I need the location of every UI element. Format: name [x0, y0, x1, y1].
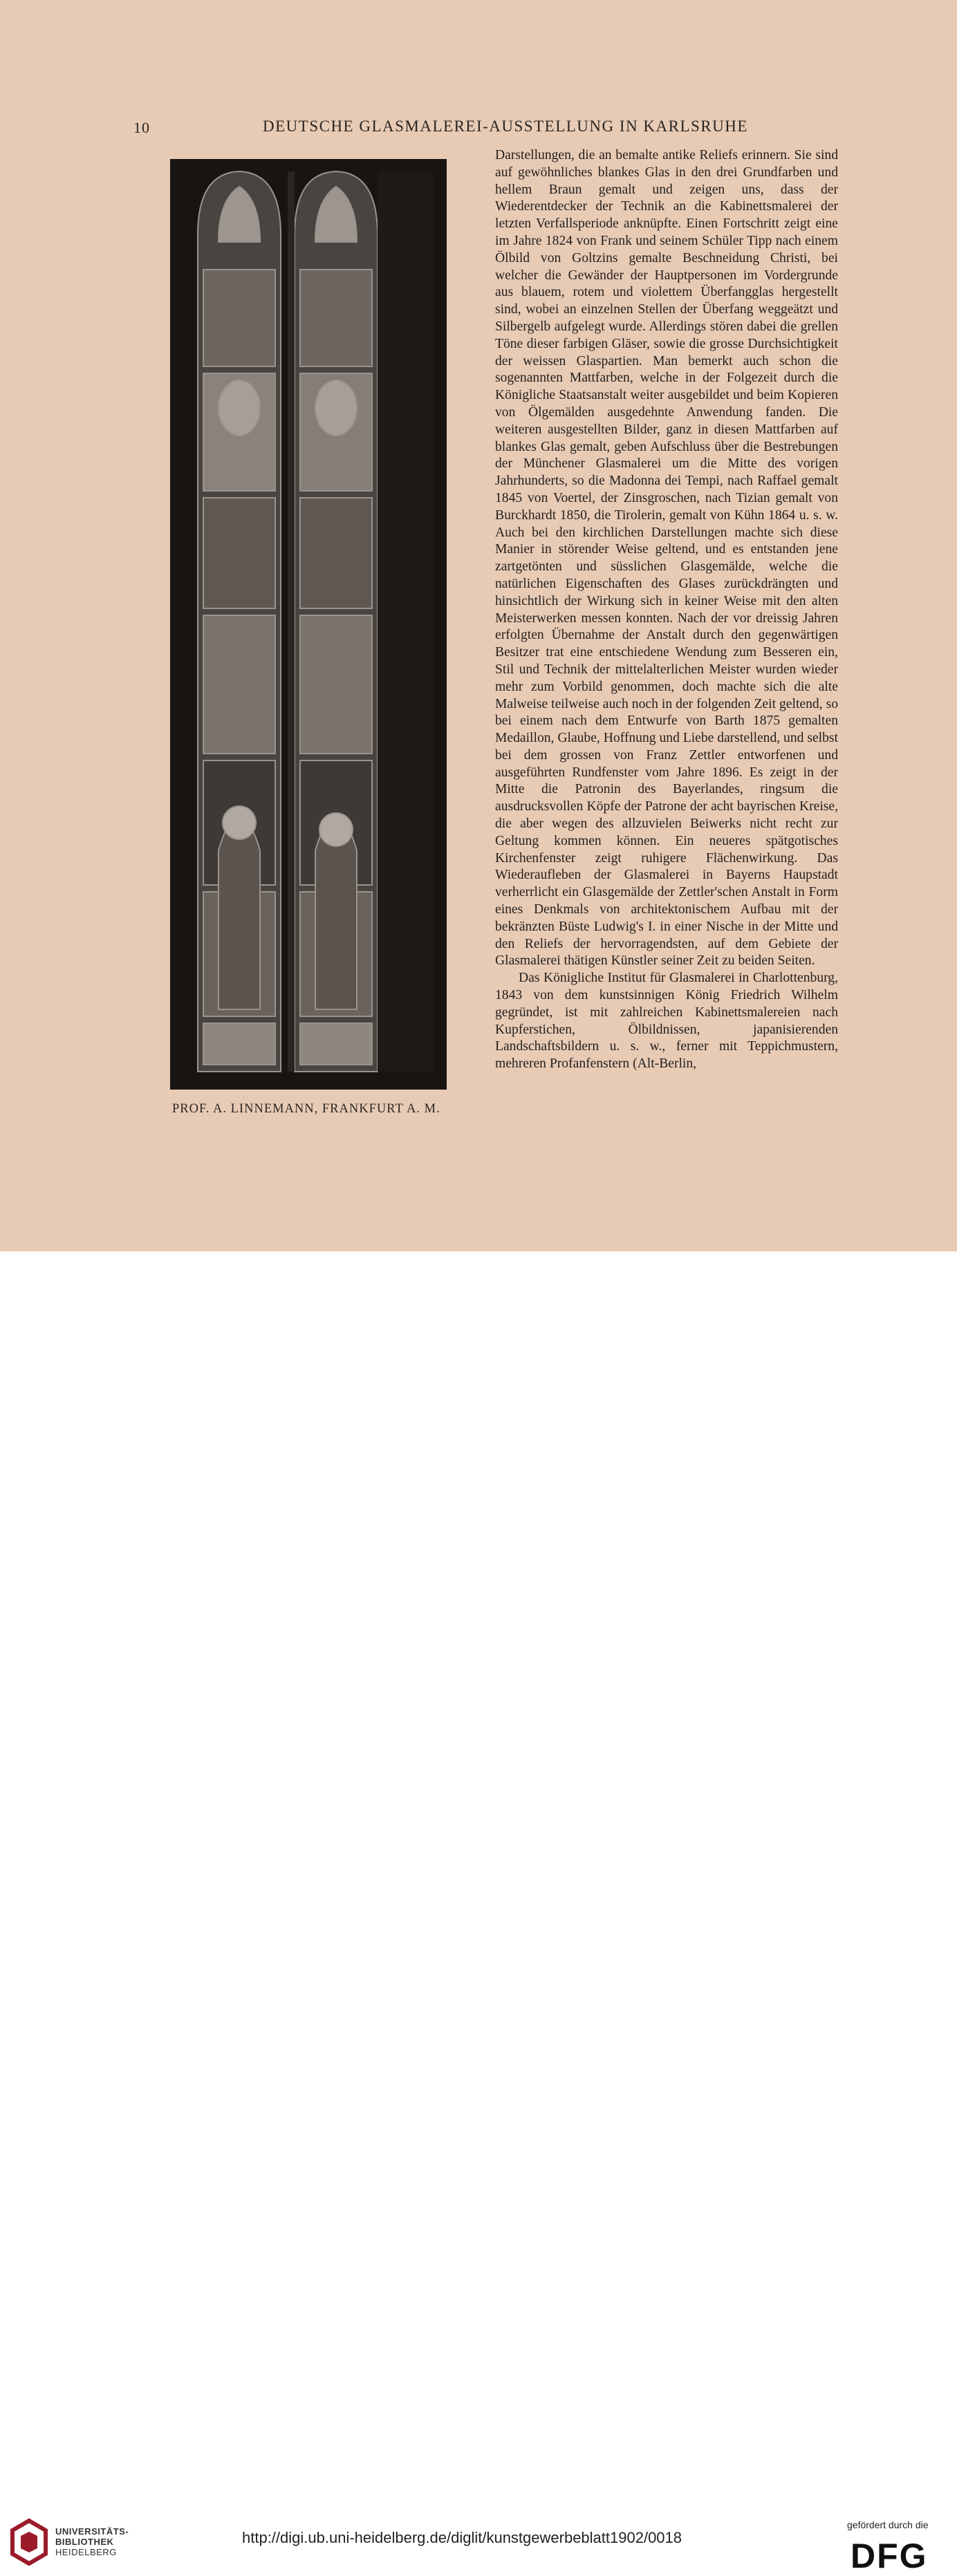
funding-note: gefördert durch die: [847, 2519, 929, 2530]
window-illustration: [170, 159, 447, 1090]
stained-glass-window-image: [170, 159, 447, 1090]
article-paragraph: Darstellungen, die an bemalte antike Reliefs erinnern. Sie sind auf gewöhnliches blankes Glas in den drei Grundfarben und hellem Braun gemalt und zeigen uns, dass der Wiederentdecker der Technik an die Kabinettsmalerei der letzten Verfallsperiode anknüpfte. Einen Fortschritt zeigt eine im Jahre 1824 von Frank und seinem Schüler Tipp nach einem Ölbild von Goltzins gemalte Beschneidung Christi, bei welcher die Gewänder der Hauptpersonen im Vordergrunde aus blauem, rotem und violettem Überfangglas hergestellt sind, wobei an einzelnen Stellen der Überfang weggeätzt und Silbergelb aufgelegt wurde. Allerdings stören dabei die grellen Töne dieser farbigen Gläser, sowie die grosse Durchsichtigkeit der weissen Glaspartien. Man bemerkt auch schon die sogenannten Mattfarben, welche in der Folgezeit durch die Königliche Staatsanstalt weiter ausgebildet und beim Kopieren von Ölgemälden ausgedehnte Anwendung fanden. Die weiteren ausgestellten Bilder, ganz in diesen Mattfarben auf blankes Glas gemalt, geben Aufschluss über die Bestrebungen der Münchener Glasmalerei um die Mitte des vorigen Jahrhunderts, so die Madonna dei Tempi, nach Raffael gemalt 1845 von Voertel, der Zinsgroschen, nach Tizian gemalt von Burckhardt 1850, die Tirolerin, gemalt von Kühn 1864 u. s. w. Auch bei den kirchlichen Darstellungen machte sich diese Manier in störender Weise geltend, und es entstanden jene zartgetönten und süsslichen Glasgemälde, welche die natürlichen Eigenschaften des Glases zurückdrängten und hinsichtlich der Wirkung sich in keiner Weise mit den alten Meisterwerken messen konnten. Nach der vor dreissig Jahren erfolgten Übernahme der Anstalt durch den gegenwärtigen Besitzer trat eine entschiedene Wendung zum Besseren ein, Stil und Technik der mittelalterlichen Meister wurden wieder mehr zum Vorbild genommen, doch machte sich die alte Malweise teilweise auch noch in der folgenden Zeit geltend, so bei einem nach dem Entwurfe von Barth 1875 gemalten Medaillon, Glaube, Hoffnung und Liebe darstellend, und selbst bei dem grossen von Franz Zettler entworfenen und ausgeführten Rundfenster vom Jahre 1896. Es zeigt in der Mitte die Patronin des Bayerlandes, ringsum die ausdrucksvollen Köpfe der Patrone der acht bayrischen Kreise, die aber wegen des allzuvielen Beiwerks nicht recht zur Geltung kommen können. Ein neueres spätgotisches Kirchenfenster zeigt ruhigere Flächenwirkung. Das Wiederaufleben der Glasmalerei in Bayerns Haupstadt verherrlicht ein Glasgemälde der Zettler'schen Anstalt in Form eines Denkmals von architektonischem Aufbau mit der bekränzten Büste Ludwig's I. in einer Nische in der Mitte und den Reliefs der hervorragendsten, auf dem Gebiete der Glasmalerei thätigen Künstler seiner Zeit zu beiden Seiten.: [495, 148, 838, 969]
library-name-line: HEIDELBERG: [55, 2547, 117, 2557]
library-name-line: UNIVERSITÄTS-: [55, 2526, 129, 2537]
dfg-logo: DFG: [851, 2537, 928, 2575]
right-lancet: [295, 171, 378, 1072]
page-number: 10: [133, 119, 150, 136]
left-lancet: [198, 171, 281, 1072]
scanned-page: [0, 0, 957, 1251]
figure-caption: PROF. A. LINNEMANN, FRANKFURT A. M.: [172, 1102, 440, 1116]
article-body: [495, 147, 838, 1073]
source-url-link[interactable]: http://digi.ub.uni-heidelberg.de/diglit/kunstgewerbeblatt1902/0018: [242, 2529, 682, 2546]
article-paragraph: Das Königliche Institut für Glasmalerei in Charlottenburg, 1843 von dem kunstsinnigen König Friedrich Wilhelm gegründet, ist mit zahlreichen Kabinettsmalereien nach Kupferstichen, Ölbildnissen, japanisierenden Landschaftsbildern u. s. w., ferner mit Teppichmustern, mehreren Profanfenstern (Alt-Berlin,: [495, 971, 838, 1072]
digitization-footer: [0, 1251, 957, 2575]
library-name-line: BIBLIOTHEK: [55, 2537, 114, 2547]
library-name: [55, 2526, 129, 2557]
university-library-logo-icon: [10, 2518, 48, 2566]
running-title: DEUTSCHE GLASMALEREI-AUSSTELLUNG IN KARLSRUHE: [263, 118, 748, 135]
